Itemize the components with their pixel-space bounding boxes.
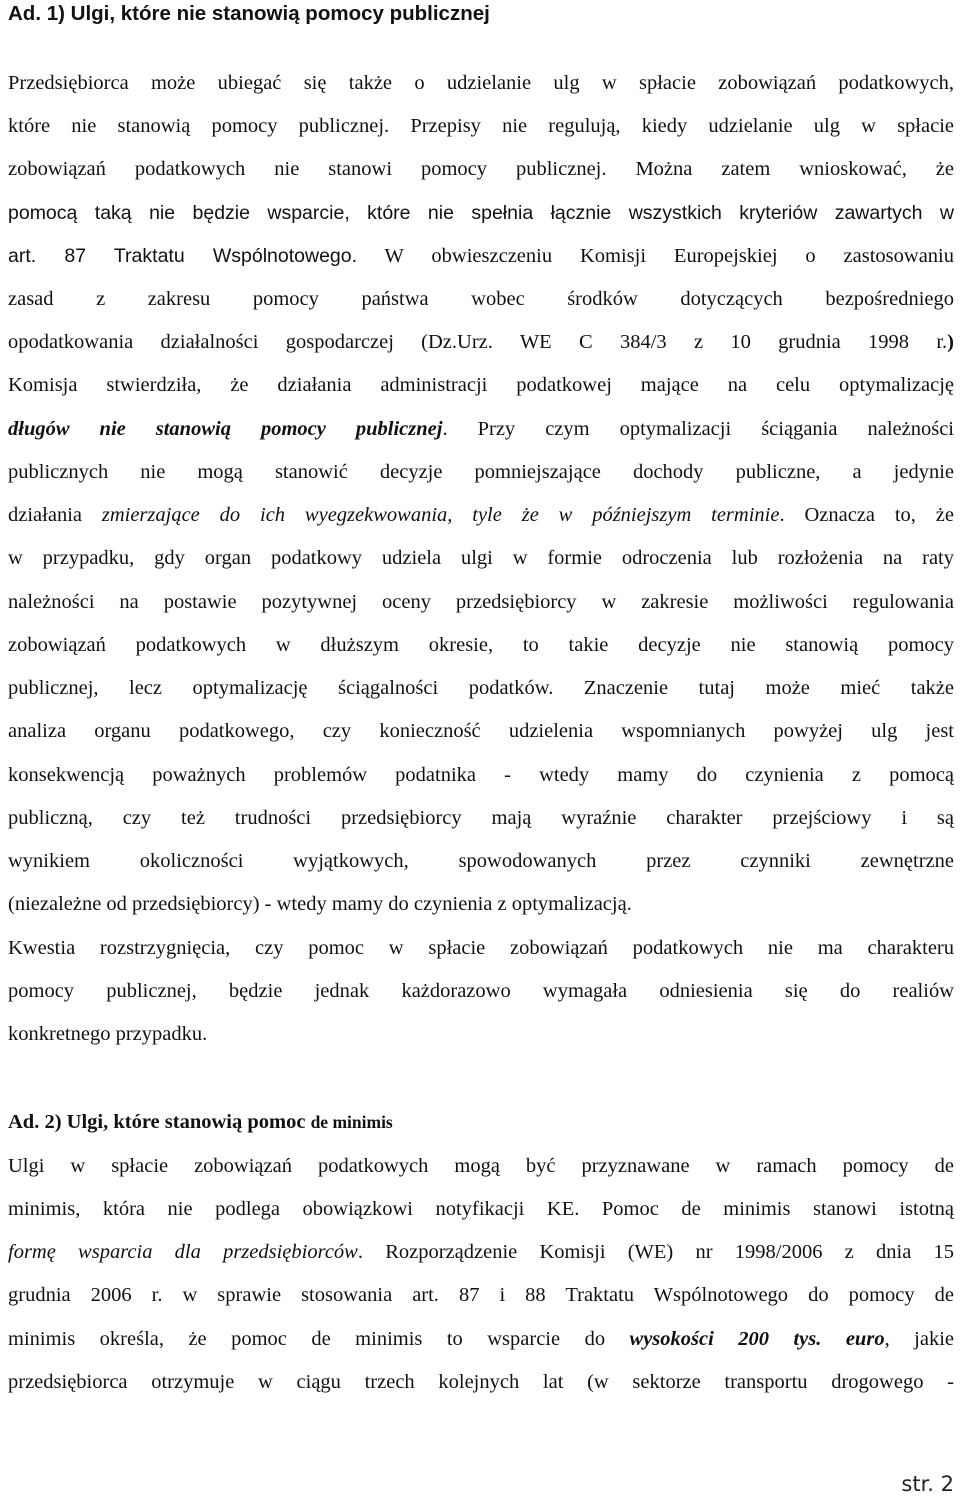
paragraph-line: minimis, która nie podlega obowiązkowi notyfikacji KE. Pomoc de minimis stanowi istotną [8, 1198, 954, 1220]
paragraph-line: w przypadku, gdy organ podatkowy udziela ulgi w formie odroczenia lub rozłożenia na raty [8, 547, 954, 569]
paragraph-line: formę wsparcia dla przedsiębiorców. Rozporządzenie Komisji (WE) nr 1998/2006 z dnia 15 [8, 1241, 955, 1263]
paragraph-line: zobowiązań podatkowych w dłuższym okresie, to takie decyzje nie stanowią pomocy [8, 634, 954, 656]
paragraph-line: analiza organu podatkowego, czy konieczność udzielenia wspomnianych powyżej ulg jest [8, 720, 954, 742]
section-2-heading: Ad. 2) Ulgi, które stanowią pomoc de minimis [8, 1111, 393, 1133]
paragraph-line: które nie stanowią pomocy publicznej. Przepisy nie regulują, kiedy udzielanie ulg w spłacie [8, 115, 954, 137]
section-1-heading: Ad. 1) Ulgi, które nie stanowią pomocy publicznej [8, 2, 490, 25]
paragraph-line: pomocy publicznej, będzie jednak każdorazowo wymagała odniesienia się do realiów [8, 980, 954, 1002]
paragraph-line: zobowiązań podatkowych nie stanowi pomocy publicznej. Można zatem wnioskować, że [8, 158, 954, 180]
paragraph-line: publiczną, czy też trudności przedsiębiorcy mają wyraźnie charakter przejściowy i są [8, 807, 954, 829]
paragraph-line: konsekwencją poważnych problemów podatnika - wtedy mamy do czynienia z pomocą [8, 764, 954, 786]
paragraph-line: należności na postawie pozytywnej oceny przedsiębiorcy w zakresie możliwości regulowania [8, 591, 954, 613]
paragraph-line: publicznej, lecz optymalizację ściągalności podatków. Znaczenie tutaj może mieć także [8, 677, 954, 699]
page-number: str. 2 [901, 1472, 954, 1496]
paragraph-line: minimis określa, że pomoc de minimis to wsparcie do wysokości 200 tys. euro, jakie [8, 1328, 955, 1350]
paragraph-line: Przedsiębiorca może ubiegać się także o udzielanie ulg w spłacie zobowiązań podatkowych, [8, 72, 954, 94]
paragraph-line: działania zmierzające do ich wyegzekwowania, tyle że w późniejszym terminie. Oznacza to, że [8, 504, 954, 526]
paragraph-line: pomocą taką nie będzie wsparcie, które nie spełnia łącznie wszystkich kryteriów zawartych w [8, 202, 954, 224]
paragraph-line: przedsiębiorca otrzymuje w ciągu trzech kolejnych lat (w sektorze transportu drogowego - [8, 1371, 954, 1393]
paragraph-line: wynikiem okoliczności wyjątkowych, spowodowanych przez czynniki zewnętrzne [8, 850, 954, 872]
paragraph-line: Komisja stwierdziła, że działania administracji podatkowej mające na celu optymalizację [8, 374, 954, 396]
paragraph-line: zasad z zakresu pomocy państwa wobec środków dotyczących bezpośredniego [8, 288, 954, 310]
paragraph-line: (niezależne od przedsiębiorcy) - wtedy mamy do czynienia z optymalizacją. [8, 893, 632, 915]
paragraph-line: długów nie stanowią pomocy publicznej. Przy czym optymalizacji ściągania należności [8, 418, 954, 440]
paragraph-line: grudnia 2006 r. w sprawie stosowania art. 87 i 88 Traktatu Wspólnotowego do pomocy de [8, 1284, 954, 1306]
paragraph-line: Kwestia rozstrzygnięcia, czy pomoc w spłacie zobowiązań podatkowych nie ma charakteru [8, 937, 954, 959]
paragraph-line: Ulgi w spłacie zobowiązań podatkowych mogą być przyznawane w ramach pomocy de [8, 1155, 954, 1177]
paragraph-line: art. 87 Traktatu Wspólnotowego. W obwieszczeniu Komisji Europejskiej o zastosowaniu [8, 245, 955, 267]
paragraph-line: publicznych nie mogą stanowić decyzje pomniejszające dochody publiczne, a jedynie [8, 461, 954, 483]
paragraph-line: opodatkowania działalności gospodarczej (Dz.Urz. WE C 384/3 z 10 grudnia 1998 r.) [8, 331, 954, 353]
paragraph-line: konkretnego przypadku. [8, 1023, 208, 1045]
